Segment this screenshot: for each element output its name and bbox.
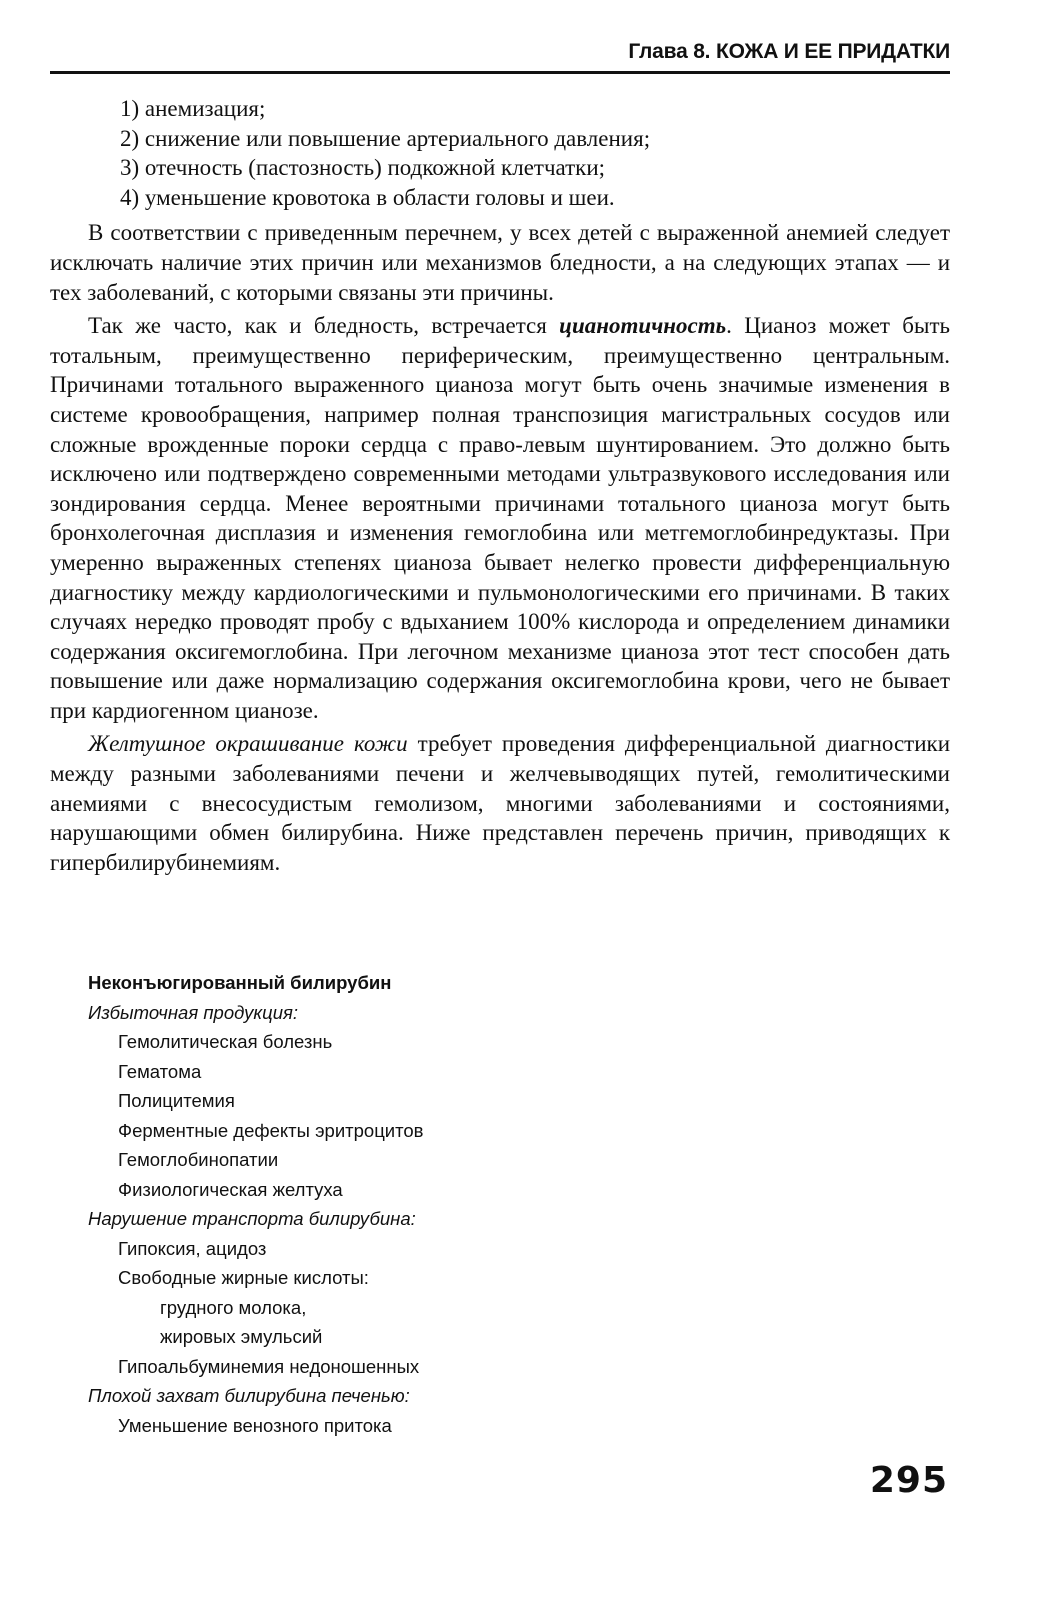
list-subitem: жировых эмульсий [160, 1326, 323, 1347]
list-item: Гематома [118, 1060, 202, 1082]
list-item: Уменьшение венозного притока [118, 1414, 392, 1436]
list-category: Избыточная продукция: [88, 1001, 299, 1023]
list-heading: Неконъюгированный билирубин [88, 972, 392, 993]
body-text [50, 94, 950, 881]
paragraph-text: Так же часто, как и бледность, встречается [88, 313, 560, 339]
list-item: Физиологическая желтуха [118, 1178, 343, 1200]
list-subitem: грудного молока, [160, 1296, 307, 1318]
list-item: 4) уменьшение кровотока в области головы и шеи. [120, 184, 615, 210]
list-item: Гемолитическая болезнь [118, 1031, 333, 1052]
running-header: Глава 8. КОЖА И ЕЕ ПРИДАТКИ [628, 40, 950, 63]
list-item: 1) анемизация; [120, 96, 266, 121]
list-item: Гипоальбуминемия недоношенных [118, 1355, 420, 1377]
list-item: Свободные жирные кислоты: [118, 1267, 369, 1288]
bilirubin-causes-list [88, 968, 788, 1440]
list-item: Гипоксия, ацидоз [118, 1237, 267, 1259]
numbered-list [50, 94, 950, 212]
emphasis-term: Желтушное окрашивание кожи [88, 731, 408, 757]
list-item: Гемоглобинопатии [118, 1149, 279, 1170]
header-rule [50, 71, 950, 74]
paragraph-text: требует проведения дифференциальной диагностики между разными заболеваниями печени и желчевыводящих путей, гемолитическими анемиями с внесосудистым гемолизом, многими заболеваниями и состояниями, нарушающими обмен билирубина. Ниже представлен перечень причин, приводящих к гипербилирубинемиям. [50, 731, 950, 875]
paragraph-pallor: В соответствии с приведенным перечнем, у всех детей с выраженной анемией следует исключать наличие этих причин или механизмов бледности, а на следующих этапах — и тех заболеваний, с которыми связаны эти причины. [50, 220, 950, 305]
paragraph-jaundice [50, 729, 950, 877]
list-category: Нарушение транспорта билирубина: [88, 1208, 416, 1229]
paragraph-cyanosis [50, 311, 950, 725]
page-number: 295 [869, 1460, 948, 1501]
list-item: 2) снижение или повышение артериального давления; [120, 125, 651, 151]
emphasis-term: цианотичность [559, 313, 727, 339]
list-item: 3) отечность (пастозность) подкожной клетчатки; [120, 155, 606, 181]
list-category: Плохой захват билирубина печенью: [88, 1385, 410, 1406]
list-item: Ферментные дефекты эритроцитов [118, 1119, 424, 1141]
paragraph-text: . Цианоз может быть тотальным, преимущественно периферическим, преимущественно центральным. Причинами тотального выраженного цианоза могут быть очень значимые изменения в системе кровообращения, например полная транспозиция магистральных сосудов или сложные врожденные пороки сердца с право-левым шунтированием. Это должно быть исключено или подтверждено современными методами ультразвукового исследования или зондирования сердца. Менее вероятными причинами тотального цианоза могут быть бронхолегочная дисплазия и изменения гемоглобина или метгемоглобинредуктазы. При умеренно выраженных степенях цианоза бывает нелегко провести дифференциальную диагностику между кардиологическими и пульмонологическими его причинами. В таких случаях нередко проводят пробу с вдыханием 100% кислорода и определением динамики содержания оксигемоглобина. При легочном механизме цианоза этот тест способен дать повышение или даже нормализацию содержания оксигемоглобина крови, чего не бывает при кардиогенном цианозе. [50, 313, 950, 723]
list-item: Полицитемия [118, 1090, 235, 1111]
